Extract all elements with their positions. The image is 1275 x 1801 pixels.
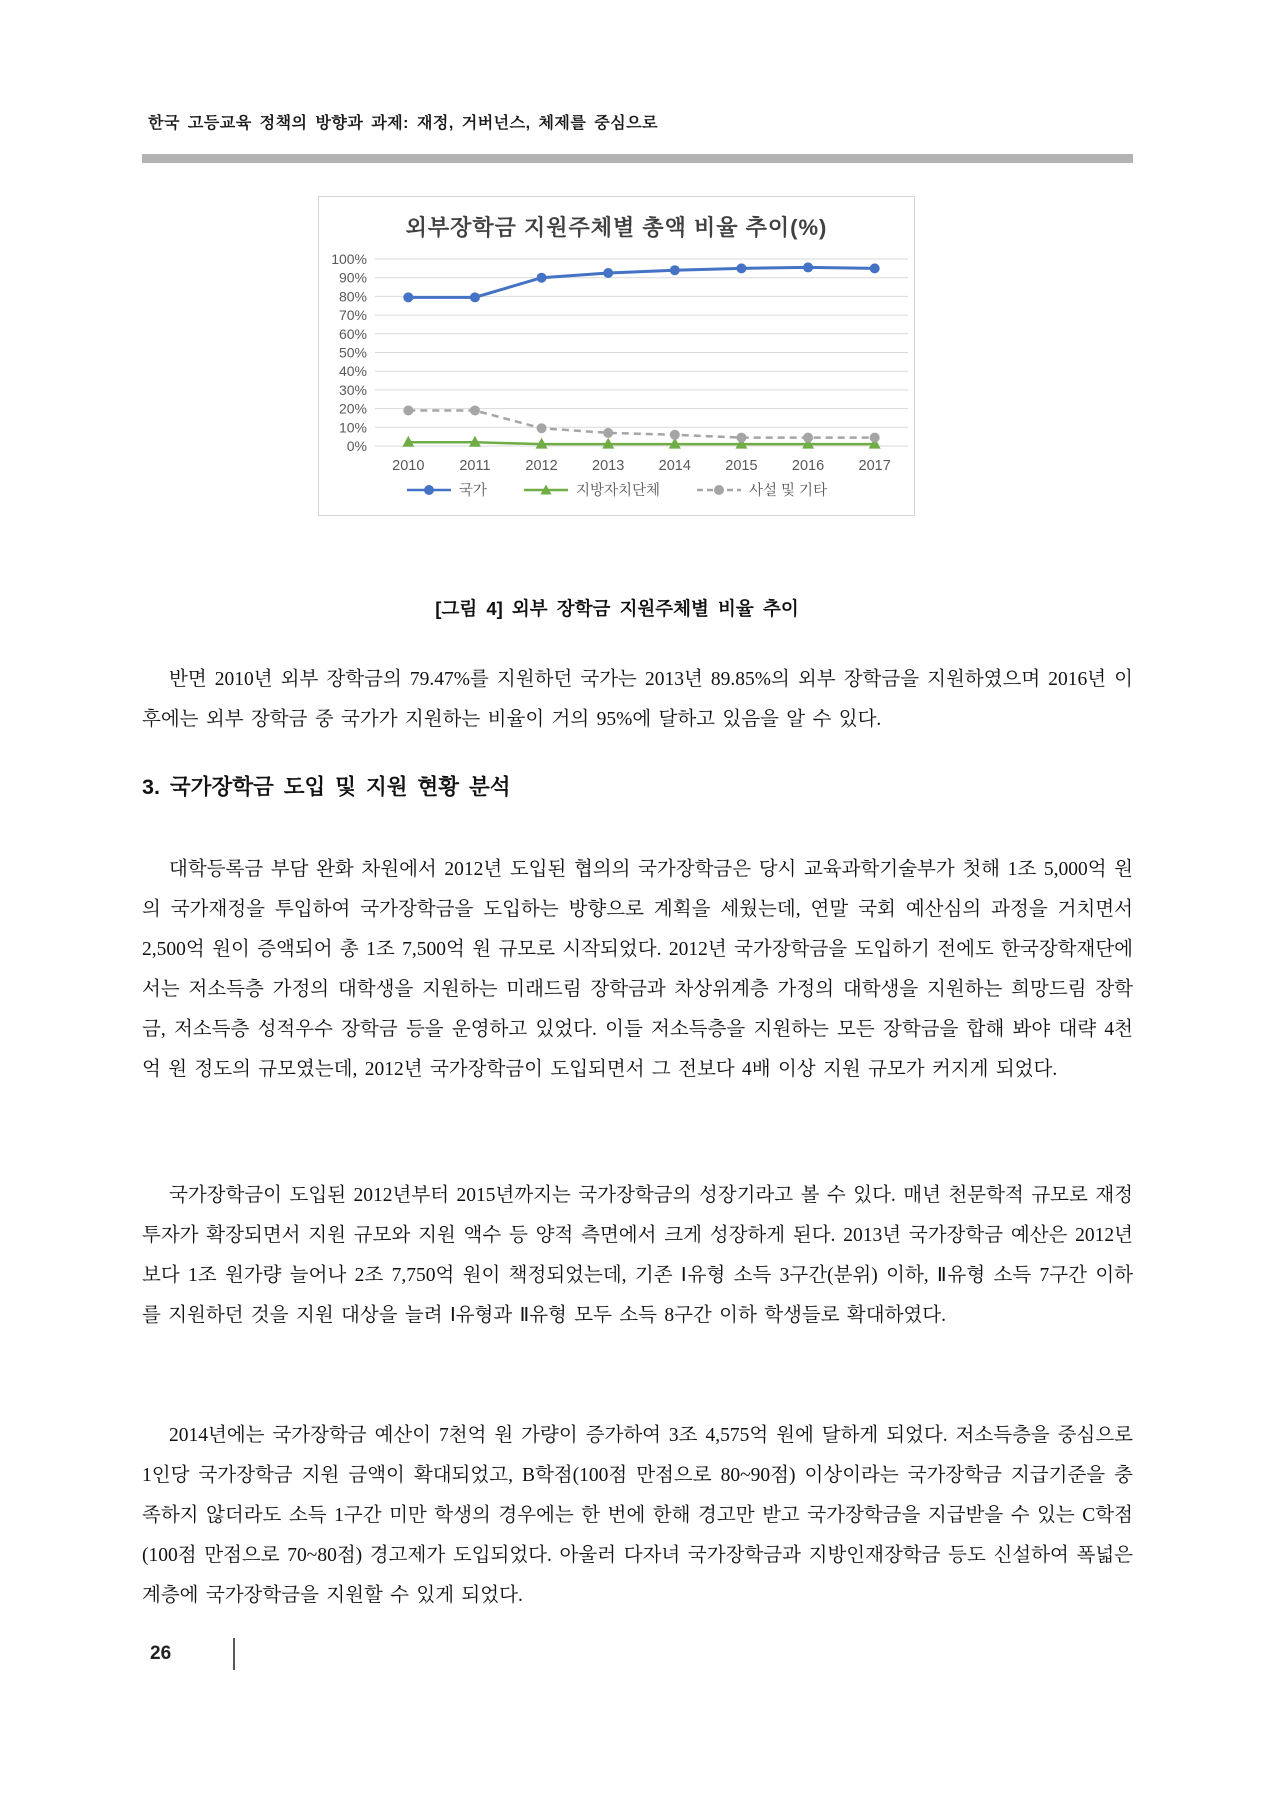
svg-text:2014: 2014 — [658, 458, 691, 474]
svg-text:50%: 50% — [338, 344, 367, 361]
paragraph-growth-2013: 국가장학금이 도입된 2012년부터 2015년까지는 국가장학금의 성장기라고 볼 수 있다. 매년 천문학적 규모로 재정 투자가 확장되면서 지원 규모와 지원 액수 등 양적 측면에서 크게 성장하게 된다. 2013년 국가장학금 예산은 2012년보다 1조 원가량 늘어나 2조 7,750억 원이 책정되었는데, 기존 Ⅰ유형 소득 3구간(분위) 이하, Ⅱ유형 소득 7구간 이하를 지원하던 것을 지원 대상을 늘려 Ⅰ유형과 Ⅱ유형 모두 소득 8구간 이하 학생들로 확대하였다. — [142, 1185, 1133, 1326]
page-number: 26 — [150, 1643, 172, 1664]
svg-text:100%: 100% — [331, 251, 367, 267]
line-chart — [319, 247, 916, 479]
svg-text:10%: 10% — [338, 419, 367, 436]
svg-text:2012: 2012 — [525, 458, 558, 474]
svg-text:80%: 80% — [338, 288, 367, 305]
legend-marker-icon — [696, 483, 742, 497]
paragraph-introduction-2012: 대학등록금 부담 완화 차원에서 2012년 도입된 협의의 국가장학금은 당시 교육과학기술부가 첫해 1조 5,000억 원의 국가재정을 투입하여 국가장학금을 도입하는 방향으로 계획을 세웠는데, 연말 국회 예산심의 과정을 거치면서 2,500억 원이 증액되어 총 1조 7,500억 원 규모로 시작되었다. 2012년 국가장학금을 도입하기 전에도 한국장학재단에서는 저소득층 가정의 대학생을 지원하는 미래드림 장학금과 차상위계층 가정의 대학생을 지원하는 희망드림 장학금, 저소득층 성적우수 장학금 등을 운영하고 있었다. 이들 저소득층을 지원하는 모든 장학금을 합해 봐야 대략 4천억 원 정도의 규모였는데, 2012년 국가장학금이 도입되면서 그 전보다 4배 이상 지원 규모가 커지게 되었다. — [142, 859, 1133, 1080]
svg-text:90%: 90% — [338, 269, 367, 286]
legend-item — [696, 479, 827, 500]
running-header: 한국 고등교육 정책의 방향과 과제: 재정, 거버넌스, 체제를 중심으로 — [148, 115, 659, 132]
svg-text:40%: 40% — [338, 363, 367, 380]
page-footer — [150, 1638, 235, 1670]
legend-label: 지방자치단체 — [575, 483, 660, 499]
svg-text:20%: 20% — [338, 400, 367, 417]
paragraph-national-share: 반면 2010년 외부 장학금의 79.47%를 지원하던 국가는 2013년 89.85%의 외부 장학금을 지원하였으며 2016년 이후에는 외부 장학금 중 국가가 지원하는 비율이 거의 95%에 달하고 있음을 알 수 있다. — [142, 669, 1133, 730]
svg-text:70%: 70% — [338, 307, 367, 324]
svg-text:2013: 2013 — [592, 458, 625, 474]
chart-legend — [319, 479, 914, 500]
legend-item — [406, 479, 487, 500]
legend-label: 국가 — [458, 483, 487, 499]
chart-title: 외부장학금 지원주체별 총액 비율 추이(%) — [405, 215, 828, 240]
figure-caption: [그림 4] 외부 장학금 지원주체별 비율 추이 — [435, 598, 799, 619]
svg-text:2017: 2017 — [858, 458, 891, 474]
legend-marker-icon — [406, 483, 452, 497]
svg-text:2016: 2016 — [791, 458, 825, 474]
header-rule — [142, 154, 1133, 163]
figure-chart — [318, 196, 915, 516]
svg-text:60%: 60% — [338, 325, 367, 342]
svg-text:2010: 2010 — [392, 458, 425, 474]
svg-text:30%: 30% — [338, 381, 367, 398]
legend-label: 사설 및 기타 — [748, 483, 828, 499]
footer-divider — [233, 1638, 235, 1670]
legend-item — [523, 479, 660, 500]
svg-text:2011: 2011 — [459, 458, 491, 474]
paragraph-expansion-2014: 2014년에는 국가장학금 예산이 7천억 원 가량이 증가하여 3조 4,575억 원에 달하게 되었다. 저소득층을 중심으로 1인당 국가장학금 지원 금액이 확대되었고, B학점(100점 만점으로 80~90점) 이상이라는 국가장학금 지급기준을 충족하지 않더라도 소득 1구간 미만 학생의 경우에는 한 번에 한해 경고만 받고 국가장학금을 지급받을 수 있는 C학점(100점 만점으로 70~80점) 경고제가 도입되었다. 아울러 다자녀 국가장학금과 지방인재장학금 등도 신설하여 폭넓은 계층에 국가장학금을 지원할 수 있게 되었다. — [142, 1425, 1133, 1606]
legend-marker-icon — [523, 483, 569, 497]
svg-text:0%: 0% — [346, 438, 367, 454]
svg-text:2015: 2015 — [725, 458, 758, 474]
section-heading: 3. 국가장학금 도입 및 지원 현황 분석 — [142, 775, 511, 799]
